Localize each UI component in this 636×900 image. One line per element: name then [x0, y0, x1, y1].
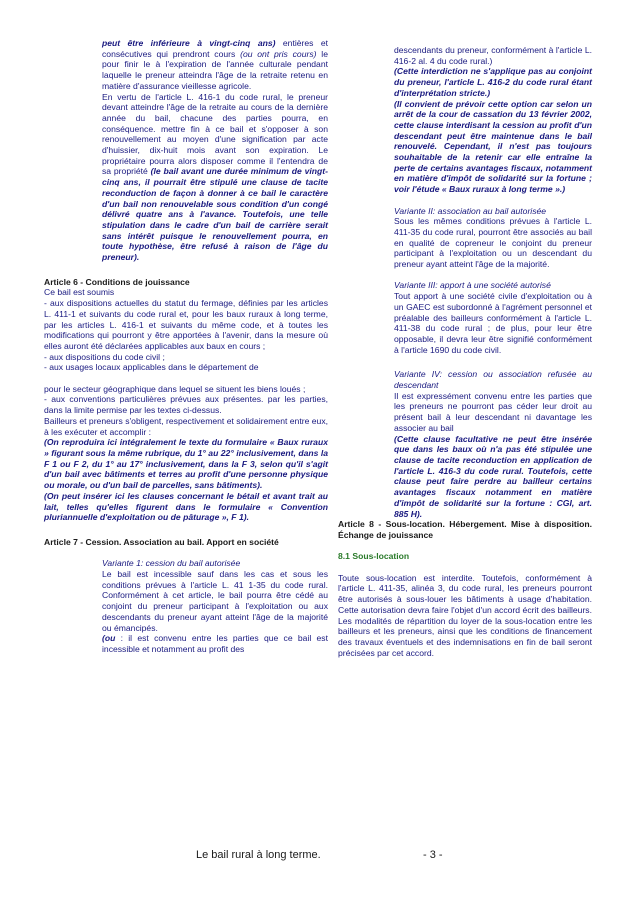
intro-italic-2: (ou ont pris cours)	[240, 48, 317, 59]
intro-text-1: entières et consécutives qui prendront cours	[102, 38, 329, 59]
variante-1-title: Variante 1: cession du bail autorisée	[102, 558, 241, 569]
right-column	[338, 45, 592, 658]
art6-line-6: - aux conventions particulières prévues aux présentes. par les parties, dans la limite permise par les textes ci-dessus.	[44, 394, 328, 416]
ou-text: : il est convenu entre les parties que ce bail est incessible et notamment au profit des	[102, 633, 328, 654]
intro-paragraph	[44, 38, 328, 92]
left-column	[44, 38, 328, 655]
retirement-text: En vertu de l'article L. 416-1 du code rural, le preneur devant atteindre l'âge de la retraite au cours de la dernière année du bail, chacune des parties pourra, en conséquence. mettre fin à ce bail et s'opposer à son renouvellement au moyen d'une signification par acte d'huissier, dix-huit mois avant son expiration. Le propriétaire pourra alors disposer comme il l'entendra de sa propriété	[102, 91, 328, 177]
retirement-paragraph	[44, 92, 328, 263]
art6-line-3: - aux dispositions du code civil ;	[44, 351, 165, 362]
variante-2-title: Variante II: association au bail autorisée	[394, 205, 547, 216]
footer-title: Le bail rural à long terme.	[196, 849, 321, 861]
variante-4-text: Il est expressément convenu entre les parties que les preneurs ne pourront pas céder leur droit au présent bail à leur descendant ni davantage les associer au bail	[394, 390, 592, 433]
right-italic-1: (Cette interdiction ne s'applique pas au conjoint du preneur, l'article L. 416-2 du code rural étant d'interprétation stricte.)	[394, 66, 592, 98]
variante-3-title: Variante III: apport à une société autorisé	[394, 280, 551, 291]
intro-text-2: le pour finir le à l'expiration de l'année culturale pendant laquelle le preneur atteindra l'âge de la retraite retenu en matière d'assurance vieillesse agricole.	[102, 48, 328, 91]
page-footer	[0, 850, 636, 864]
article-7-heading: Article 7 - Cession. Association au bail. Apport en société	[44, 536, 279, 547]
variante-4-title: Variante IV: cession ou association refusée au descendant	[394, 369, 592, 391]
variante-4-italic: (Cette clause facultative ne peut être insérée que dans les baux où n'a pas été stipulée une clause de tacite reconduction en application de l'article L. 416-3 du code rural. Toutefois, cette clause peut faire perdre au bailleur certains avantages fiscaux notamment en matière d'impôt de solidarité sur la fortune : CGI, art. 885 H).	[394, 433, 592, 519]
section-8-1-text: Toute sous-location est interdite. Toutefois, conformément à l'article L. 411-35, alinéa 3, du code rural, les preneurs pourront être autorisés à sous-louer les bâtiments à usage d'habitation. Cette autorisation devra faire l'objet d'un accord écrit des bailleurs. Les modalités de répartition du loyer de la sous-location entre les bailleurs et les preneurs, ainsi que les conditions de financement des travaux éventuels et des indemnisations en fin de bail seront précisées par cet accord.	[338, 572, 592, 658]
art6-line-5: pour le secteur géographique dans lequel se situent les biens loués ;	[44, 383, 306, 394]
variante-1-text: Le bail est incessible sauf dans les cas et sous les conditions prévues à l'article L. 41 1-35 du code rural. Conformément à cet article, le bail pourra être cédé au conjoint du preneur participant à l'exploitation ou aux descendants du preneur ayant atteint l'âge de la majorité ou émancipés.	[102, 569, 328, 633]
art6-line-1: Ce bail est soumis	[44, 287, 115, 298]
art6-line-4: - aux usages locaux applicables dans le département de	[44, 362, 259, 373]
variante-3-text: Tout apport à une société civile d'exploitation ou à un GAEC est subordonné à l'agrément personnel et préalable des bailleurs conformément à l'article L. 411-38 du code rural ; de plus, pour leur être opposable, il devra leur être signifié conformément à l'article 1690 du code civil.	[394, 291, 592, 355]
variante-1-ou	[44, 633, 328, 654]
retirement-italic: (le bail avant une durée minimum de vingt-cinq ans, il pourrait être stipulé une clause de tacite reconduction de façon à donner à ce bail le caractère d'un bail non renouvelable sous condition d'un congé délivré quatre ans à l'avance. Toutefois, une telle stipulation dans le cadre d'un bail de carrière serait sans intérêt puisque le renouvellement pourra, en toute hypothèse, être refusé à raison de l'âge du preneur).	[102, 166, 328, 263]
article-6-heading: Article 6 - Conditions de jouissance	[44, 276, 190, 287]
article-8-heading: Article 8 - Sous-location. Hébergement. Mise à disposition. Échange de jouissance	[338, 519, 592, 540]
art6-line-2: - aux dispositions actuelles du statut du fermage, définies par les articles L. 411-1 et suivants du code rural et, pour les baux ruraux à long terme, par les articles L. 416-1 et suivants du même code, et à toutes les modifications qui pourront y être apportées à l'avenir, dans la mesure où elles auront été déclarées applicables aux baux en cours ;	[44, 298, 328, 351]
art6-italic-1: (On reproduira ici intégralement le texte du formulaire « Baux ruraux » figurant sous la même rubrique, du 1° au 22° inclusivement, dans la F 1 ou F 2, du 1° au 17° inclusivement, dans la F 3, selon qu'il s'agit d'un bail avec bâtiments et terres au profit d'une personne physique ou morale, ou d'un bail de parcelles, sans bâtiments).	[44, 437, 328, 491]
page-number: - 3 -	[423, 849, 443, 861]
art6-italic-2: (On peut insérer ici les clauses concernant le bétail et avant trait au lait, telles qu'elles figurent dans le formulaire « Convention pluriannuelle d'exploitation ou de pâturage », F 1).	[44, 490, 328, 523]
section-8-1-heading: 8.1 Sous-location	[338, 551, 410, 562]
right-continuation: descendants du preneur, conformément à l'article L. 416-2 al. 4 du code rural.)	[394, 45, 592, 66]
intro-italic: peut être inférieure à vingt-cinq ans)	[102, 38, 276, 48]
art6-line-7: Bailleurs et preneurs s'obligent, respectivement et solidairement entre eux, à les exécuter et accomplir :	[44, 415, 328, 437]
variante-2-text: Sous les mêmes conditions prévues à l'article L. 411-35 du code rural, pourront être associés au bail en qualité de copreneur le conjoint du preneur participant à l'exploitation ou un descendant du preneur ayant atteint l'âge de la majorité.	[394, 216, 592, 270]
right-italic-2: (Il convient de prévoir cette option car selon un arrêt de la cour de cassation du 13 février 2002, cette clause interdisant la cession au profit d'un descendant peut être maintenue dans le bail renouvelé. Cependant, il n'est pas toujours souhaitable de la retenir car elle entraîne la perte de certains avantages fiscaux, notamment en matière d'impôt de solidarité sur la fortune ; voir l'étude « Baux ruraux à long terme ».)	[394, 98, 592, 195]
ou-marker: (ou	[102, 633, 116, 644]
